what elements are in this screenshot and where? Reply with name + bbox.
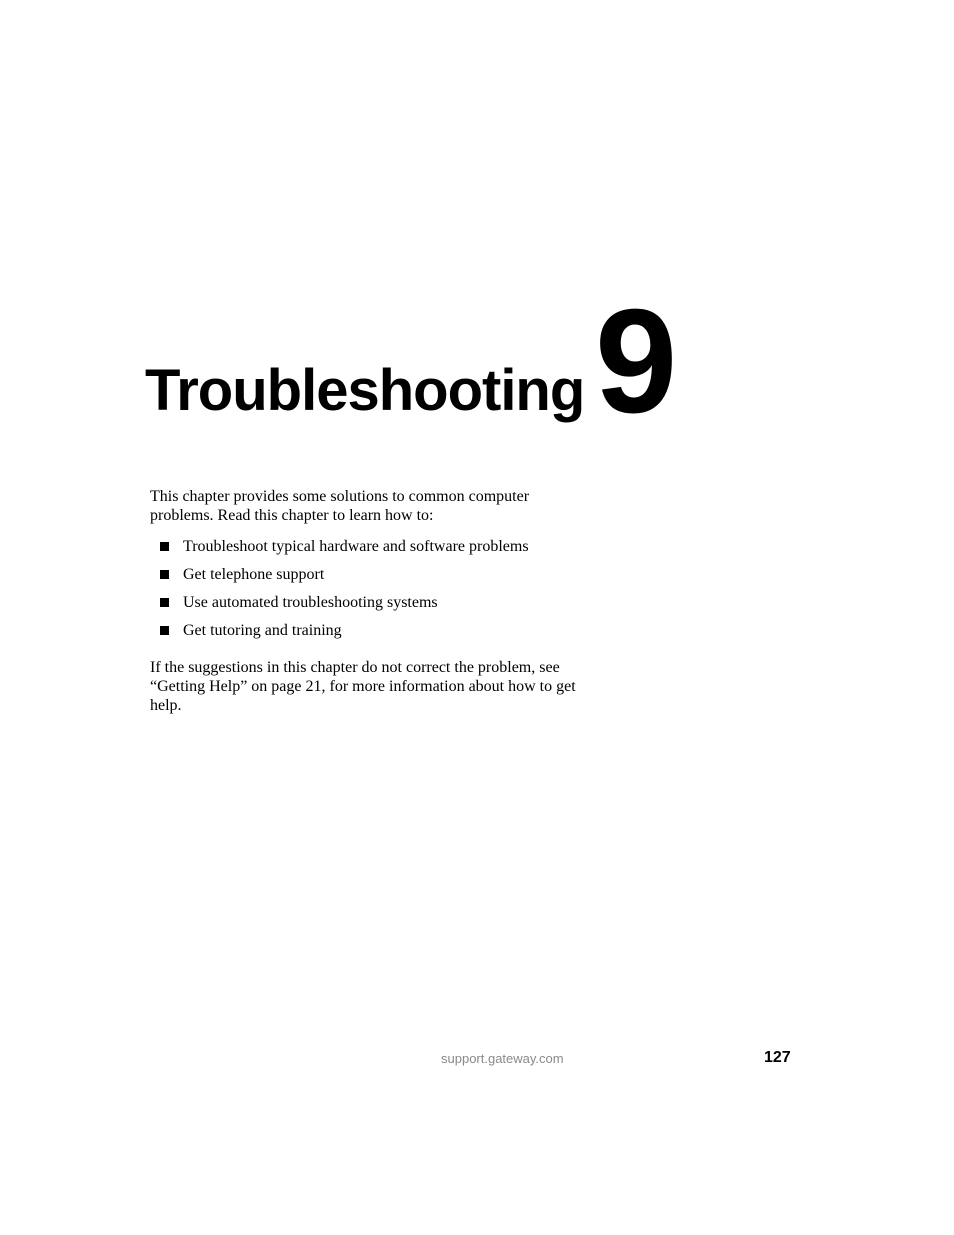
chapter-number: 9 bbox=[595, 279, 676, 444]
topic-list bbox=[160, 537, 529, 649]
list-item bbox=[160, 593, 529, 621]
square-bullet-icon bbox=[160, 542, 169, 551]
list-item-text: Get tutoring and training bbox=[183, 622, 342, 639]
list-item-text: Get telephone support bbox=[183, 566, 325, 583]
square-bullet-icon bbox=[160, 570, 169, 579]
list-item-text: Use automated troubleshooting systems bbox=[183, 594, 438, 611]
list-item bbox=[160, 565, 529, 593]
square-bullet-icon bbox=[160, 626, 169, 635]
list-item-text: Troubleshoot typical hardware and software problems bbox=[183, 538, 529, 555]
list-item bbox=[160, 621, 529, 649]
chapter-title: Troubleshooting bbox=[145, 358, 585, 423]
page-number: 127 bbox=[764, 1049, 791, 1066]
closing-paragraph: If the suggestions in this chapter do not correct the problem, see “Getting Help” on page 21, for more information about how to get help. bbox=[150, 659, 576, 714]
footer-url[interactable]: support.gateway.com bbox=[441, 1051, 564, 1066]
square-bullet-icon bbox=[160, 598, 169, 607]
list-item bbox=[160, 537, 529, 565]
intro-paragraph: This chapter provides some solutions to common computer problems. Read this chapter to learn how to: bbox=[150, 488, 530, 524]
chapter-heading bbox=[145, 279, 745, 444]
